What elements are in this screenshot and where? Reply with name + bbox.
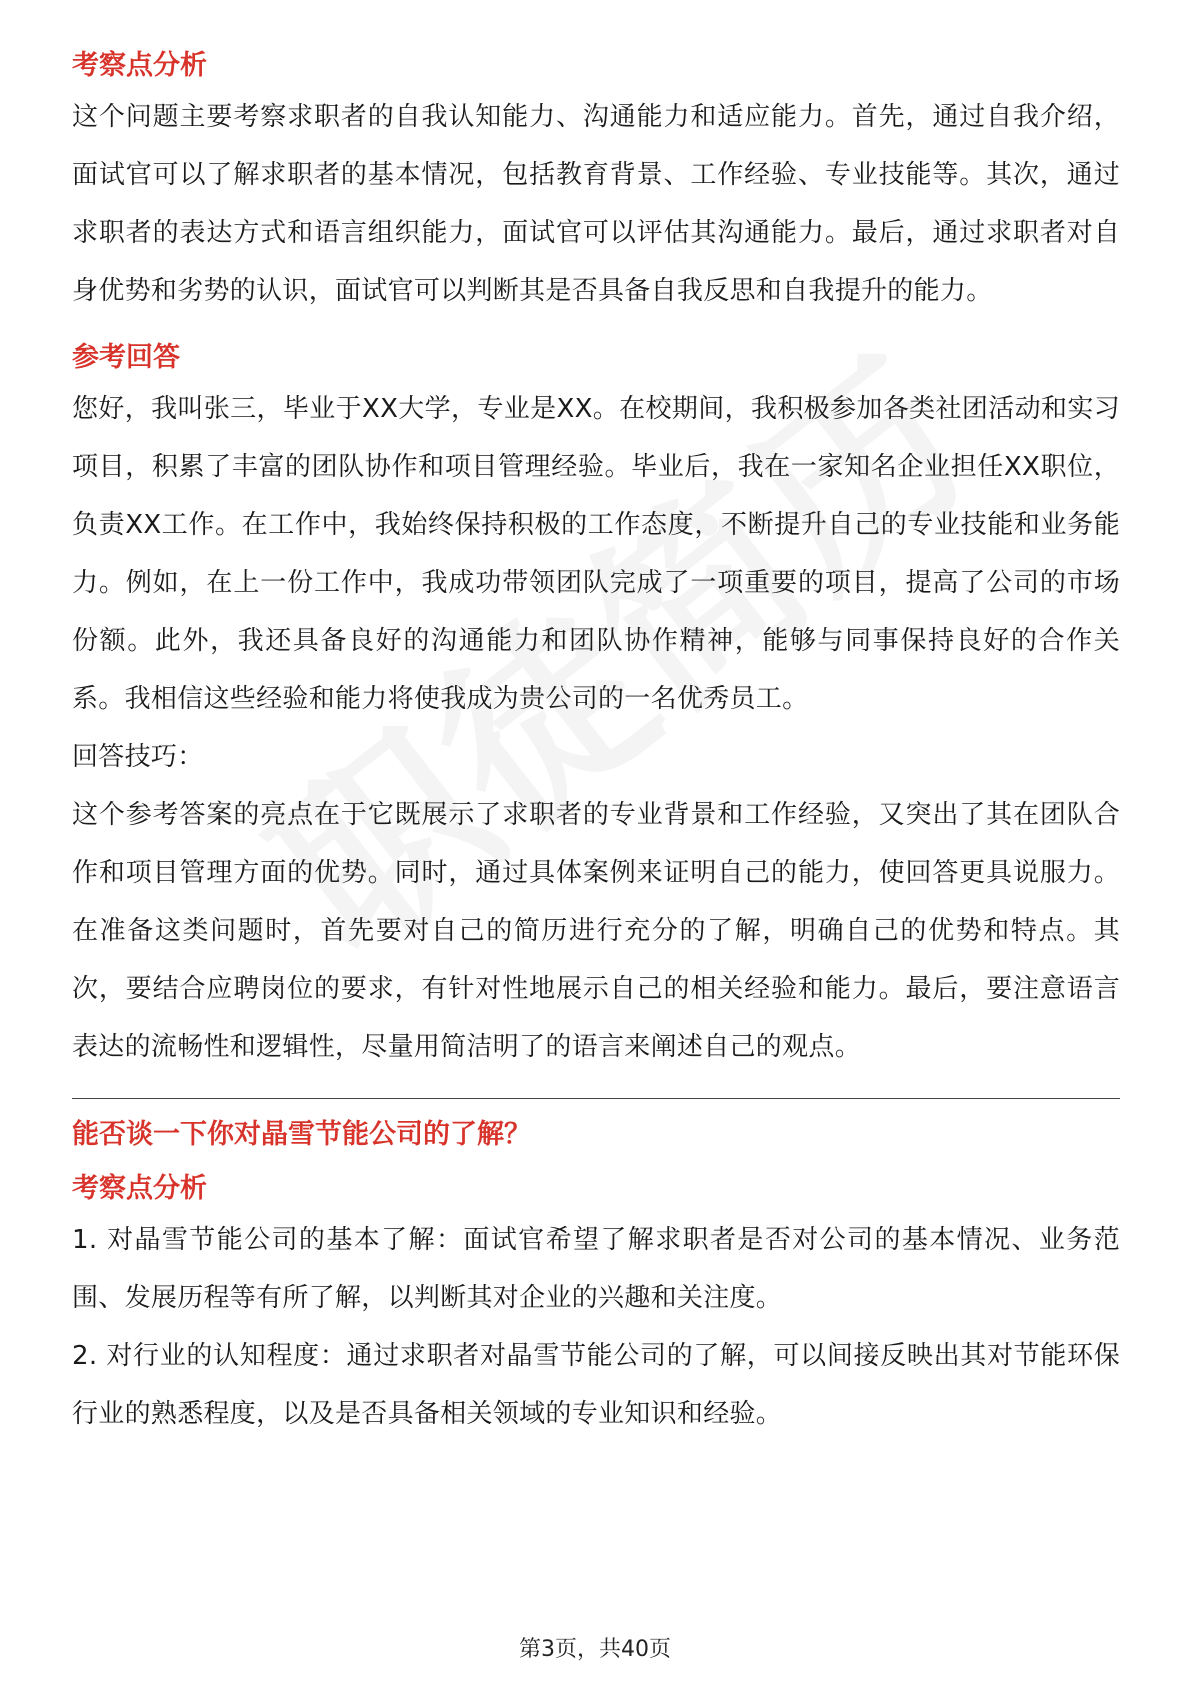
section-divider [72, 1098, 1120, 1099]
analysis-point-2: 2. 对行业的认知程度：通过求职者对晶雪节能公司的了解，可以间接反映出其对节能环保行业的熟悉程度，以及是否具备相关领域的专业知识和经验。 [72, 1341, 1120, 1429]
answer-tips-paragraph: 这个参考答案的亮点在于它既展示了求职者的专业背景和工作经验，又突出了其在团队合作和项目管理方面的优势。同时，通过具体案例来证明自己的能力，使回答更具说服力。在准备这类问题时，首先要对自己的简历进行充分的了解，明确自己的优势和特点。其次，要结合应聘岗位的要求，有针对性地展示自己的相关经验和能力。最后，要注意语言表达的流畅性和逻辑性，尽量用简洁明了的语言来阐述自己的观点。 [72, 800, 1120, 1062]
section-heading-analysis-2: 考察点分析 [72, 1173, 207, 1204]
analysis-paragraph: 这个问题主要考察求职者的自我认知能力、沟通能力和适应能力。首先，通过自我介绍，面试官可以了解求职者的基本情况，包括教育背景、工作经验、专业技能等。其次，通过求职者的表达方式和语言组织能力，面试官可以评估其沟通能力。最后，通过求职者对自身优势和劣势的认识，面试官可以判断其是否具备自我反思和自我提升的能力。 [72, 102, 1120, 306]
question-title: 能否谈一下你对晶雪节能公司的了解？ [72, 1119, 531, 1150]
section-heading-analysis: 考察点分析 [72, 50, 207, 81]
document-page [72, 44, 1120, 1443]
analysis-point-1: 1. 对晶雪节能公司的基本了解：面试官希望了解求职者是否对公司的基本情况、业务范围、发展历程等有所了解，以判断其对企业的兴趣和关注度。 [72, 1225, 1120, 1313]
reference-answer-paragraph: 您好，我叫张三，毕业于XX大学，专业是XX。在校期间，我积极参加各类社团活动和实习项目，积累了丰富的团队协作和项目管理经验。毕业后，我在一家知名企业担任XX职位，负责XX工作。在工作中，我始终保持积极的工作态度，不断提升自己的专业技能和业务能力。例如，在上一份工作中，我成功带领团队完成了一项重要的项目，提高了公司的市场份额。此外，我还具备良好的沟通能力和团队协作精神，能够与同事保持良好的合作关系。我相信这些经验和能力将使我成为贵公司的一名优秀员工。 [72, 394, 1120, 714]
page-number: 第3页，共40页 [519, 1637, 671, 1662]
section-heading-reference-answer: 参考回答 [72, 342, 180, 373]
answer-tips-label: 回答技巧： [72, 742, 204, 772]
